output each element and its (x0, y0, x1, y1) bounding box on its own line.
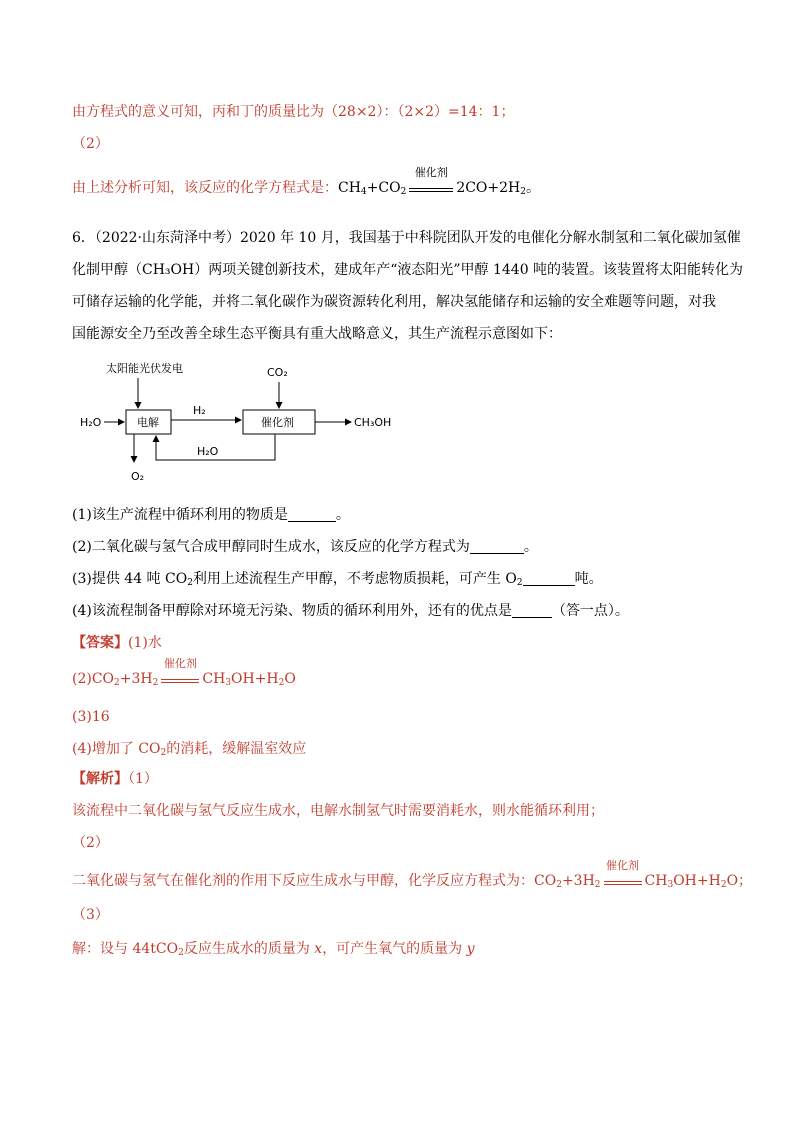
answer-label: 【答案】 (72, 635, 128, 651)
co2-label: CO₂ (267, 366, 288, 379)
flow-diagram (76, 358, 416, 488)
o2-label: O₂ (131, 470, 145, 483)
analysis-catalyst-arrow: 催化剂 (602, 874, 644, 885)
analysis-label: 【解析】 (72, 771, 128, 787)
question-para-2: 化制甲醇（CH₃OH）两项关键创新技术，建成年产“液态阳光”甲醇 1440 吨的装置。该装置将太阳能转化为 (72, 262, 744, 278)
analysis-line-1: 【解析】（1） (72, 771, 158, 787)
question-para-4: 国能源安全乃至改善全球生态平衡具有重大战略意义，其生产流程示意图如下： (72, 326, 562, 342)
answer-1: (1)水 (128, 635, 162, 651)
answer-2: $(2)CO_2+3H_2$ 催化剂 $CH_3OH+H_2O$ (72, 657, 296, 688)
solar-label: 太阳能光伏发电 (106, 362, 183, 375)
part-2-label: （2） (72, 136, 109, 152)
sub-question-1: (1)该生产流程中循环利用的物质是 。 (72, 507, 350, 523)
blank-4 (512, 603, 552, 618)
analysis-part-2-label: （2） (72, 835, 109, 851)
analysis-para-2: 该流程中二氧化碳与氢气反应生成水，电解水制氢气时需要消耗水，则水能循环利用； (72, 803, 604, 819)
question-para-3: 可储存运输的化学能，并将二氧化碳作为碳资源转化利用，解决氢能储存和运输的安全难题等问题，对我 (72, 294, 716, 310)
answer-line-1 (72, 633, 162, 653)
sub-question-3: (3)提供 44 吨 $CO_2$利用上述流程生产甲醇，不考虑物质损耗，可产生 $O_2$ 吨。 (72, 571, 603, 588)
analysis-equation: 二氧化碳与氢气在催化剂的作用下反应生成水与甲醇，化学反应方程式为：$CO_2+3H_2$ 催化剂 $CH_3OH+H_2O$； (72, 859, 753, 890)
equation-intro: 由上述分析可知，该反应的化学方程式是： (72, 180, 338, 196)
equation-rhs: $2CO+2H_2$。 (456, 180, 540, 197)
analysis-setup: 解：设与 44tCO$_2$反应生成水的质量为 x，可产生氧气的质量为 y (72, 941, 475, 958)
answer-3: (3)16 (72, 709, 110, 725)
equation-line-1 (72, 166, 540, 202)
sub-question-4: (4)该流程制备甲醇除对环境无污染、物质的循环利用外，还有的优点是 （答一点）。 (72, 603, 629, 619)
h2o-loop-label: H₂O (197, 445, 219, 458)
ratio-line: 由方程式的意义可知，丙和丁的质量比为（28×2）：（2×2）=14：1； (72, 104, 515, 120)
methanol-label: CH₃OH (354, 416, 392, 429)
h2-label: H₂ (193, 404, 206, 417)
sub-question-2: (2)二氧化碳与氢气合成甲醇同时生成水，该反应的化学方程式为 。 (72, 539, 538, 555)
answer-4: (4)增加了 $CO_2$的消耗，缓解温室效应 (72, 741, 307, 758)
catalyst-label: 催化剂 (261, 416, 294, 429)
blank-2 (470, 539, 524, 554)
question-para-1: 6．（2022·山东菏泽中考）2020 年 10 月，我国基于中科院团队开发的电催化分解水制氢和二氧化碳加氢催 (72, 230, 741, 246)
equation-lhs: $CH_4+CO_2$ (338, 180, 407, 197)
blank-1 (288, 507, 336, 522)
analysis-part-3-label: （3） (72, 907, 109, 923)
electrolysis-label: 电解 (137, 416, 159, 429)
blank-3 (523, 571, 575, 586)
catalyst-arrow: 催化剂 (407, 181, 455, 192)
h2o-input-label: H₂O (80, 416, 102, 429)
answer-catalyst-arrow: 催化剂 (159, 672, 201, 683)
